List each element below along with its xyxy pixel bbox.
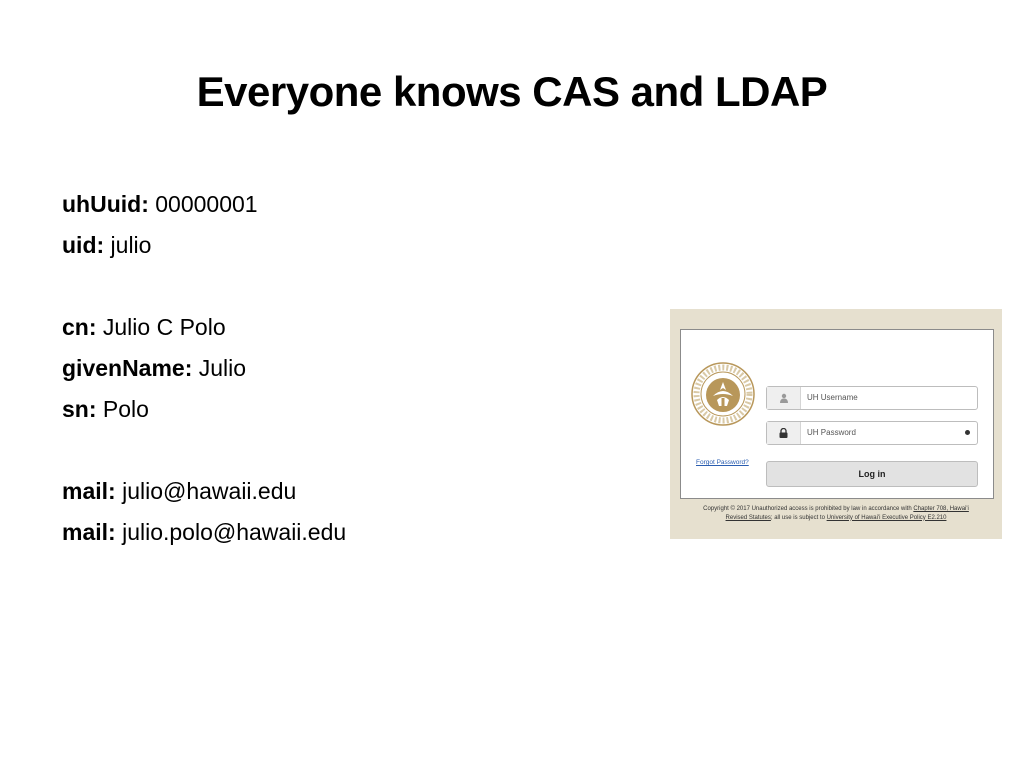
- statutes-link-cont[interactable]: Revised Statutes: [725, 514, 771, 521]
- attr-sn: [62, 389, 346, 430]
- log-in-button[interactable]: Log in: [766, 461, 978, 487]
- attr-givenname: [62, 348, 346, 389]
- attr-mail-2: [62, 512, 346, 553]
- spacer: [62, 430, 346, 471]
- attr-value: Julio C Polo: [102, 314, 226, 340]
- attr-value: 00000001: [155, 191, 258, 217]
- ldap-attribute-list: [62, 184, 346, 553]
- attr-key: uhUuid:: [62, 191, 149, 217]
- attr-uid: [62, 225, 346, 266]
- copyright-notice: [678, 505, 994, 522]
- password-input[interactable]: [766, 421, 978, 445]
- attr-key: mail:: [62, 478, 116, 504]
- attr-value: Julio: [198, 355, 247, 381]
- attr-value: julio@hawaii.edu: [122, 478, 297, 504]
- password-placeholder: UH Password: [807, 428, 856, 437]
- password-reveal-icon[interactable]: [965, 430, 970, 435]
- spacer: [62, 266, 346, 307]
- lock-icon: [767, 422, 801, 444]
- attr-key: givenName:: [62, 355, 193, 381]
- university-seal-icon: [691, 362, 755, 426]
- attr-mail-1: [62, 471, 346, 512]
- copyright-text: Copyright © 2017 Unauthorized access is prohibited by law in accordance with: [703, 506, 914, 512]
- username-input[interactable]: [766, 386, 978, 410]
- attr-key: uid:: [62, 232, 105, 258]
- attr-value: julio: [110, 232, 152, 258]
- attr-uhuuid: [62, 184, 346, 225]
- forgot-password-link[interactable]: Forgot Password?: [696, 459, 749, 466]
- slide-title: Everyone knows CAS and LDAP: [196, 68, 828, 115]
- username-placeholder: UH Username: [807, 393, 858, 402]
- statutes-link[interactable]: Chapter 708, Hawai'i: [913, 506, 969, 512]
- policy-link[interactable]: University of Hawai'i Executive Policy E2.210: [826, 514, 947, 521]
- user-icon: [767, 387, 801, 409]
- attr-key: mail:: [62, 519, 116, 545]
- cas-login-screenshot: [670, 309, 1002, 539]
- attr-key: sn:: [62, 396, 97, 422]
- attr-cn: [62, 307, 346, 348]
- attr-value: julio.polo@hawaii.edu: [122, 519, 347, 545]
- attr-value: Polo: [102, 396, 149, 422]
- login-card: [680, 329, 994, 499]
- attr-key: cn:: [62, 314, 97, 340]
- copyright-text: ; all use is subject to: [770, 514, 827, 521]
